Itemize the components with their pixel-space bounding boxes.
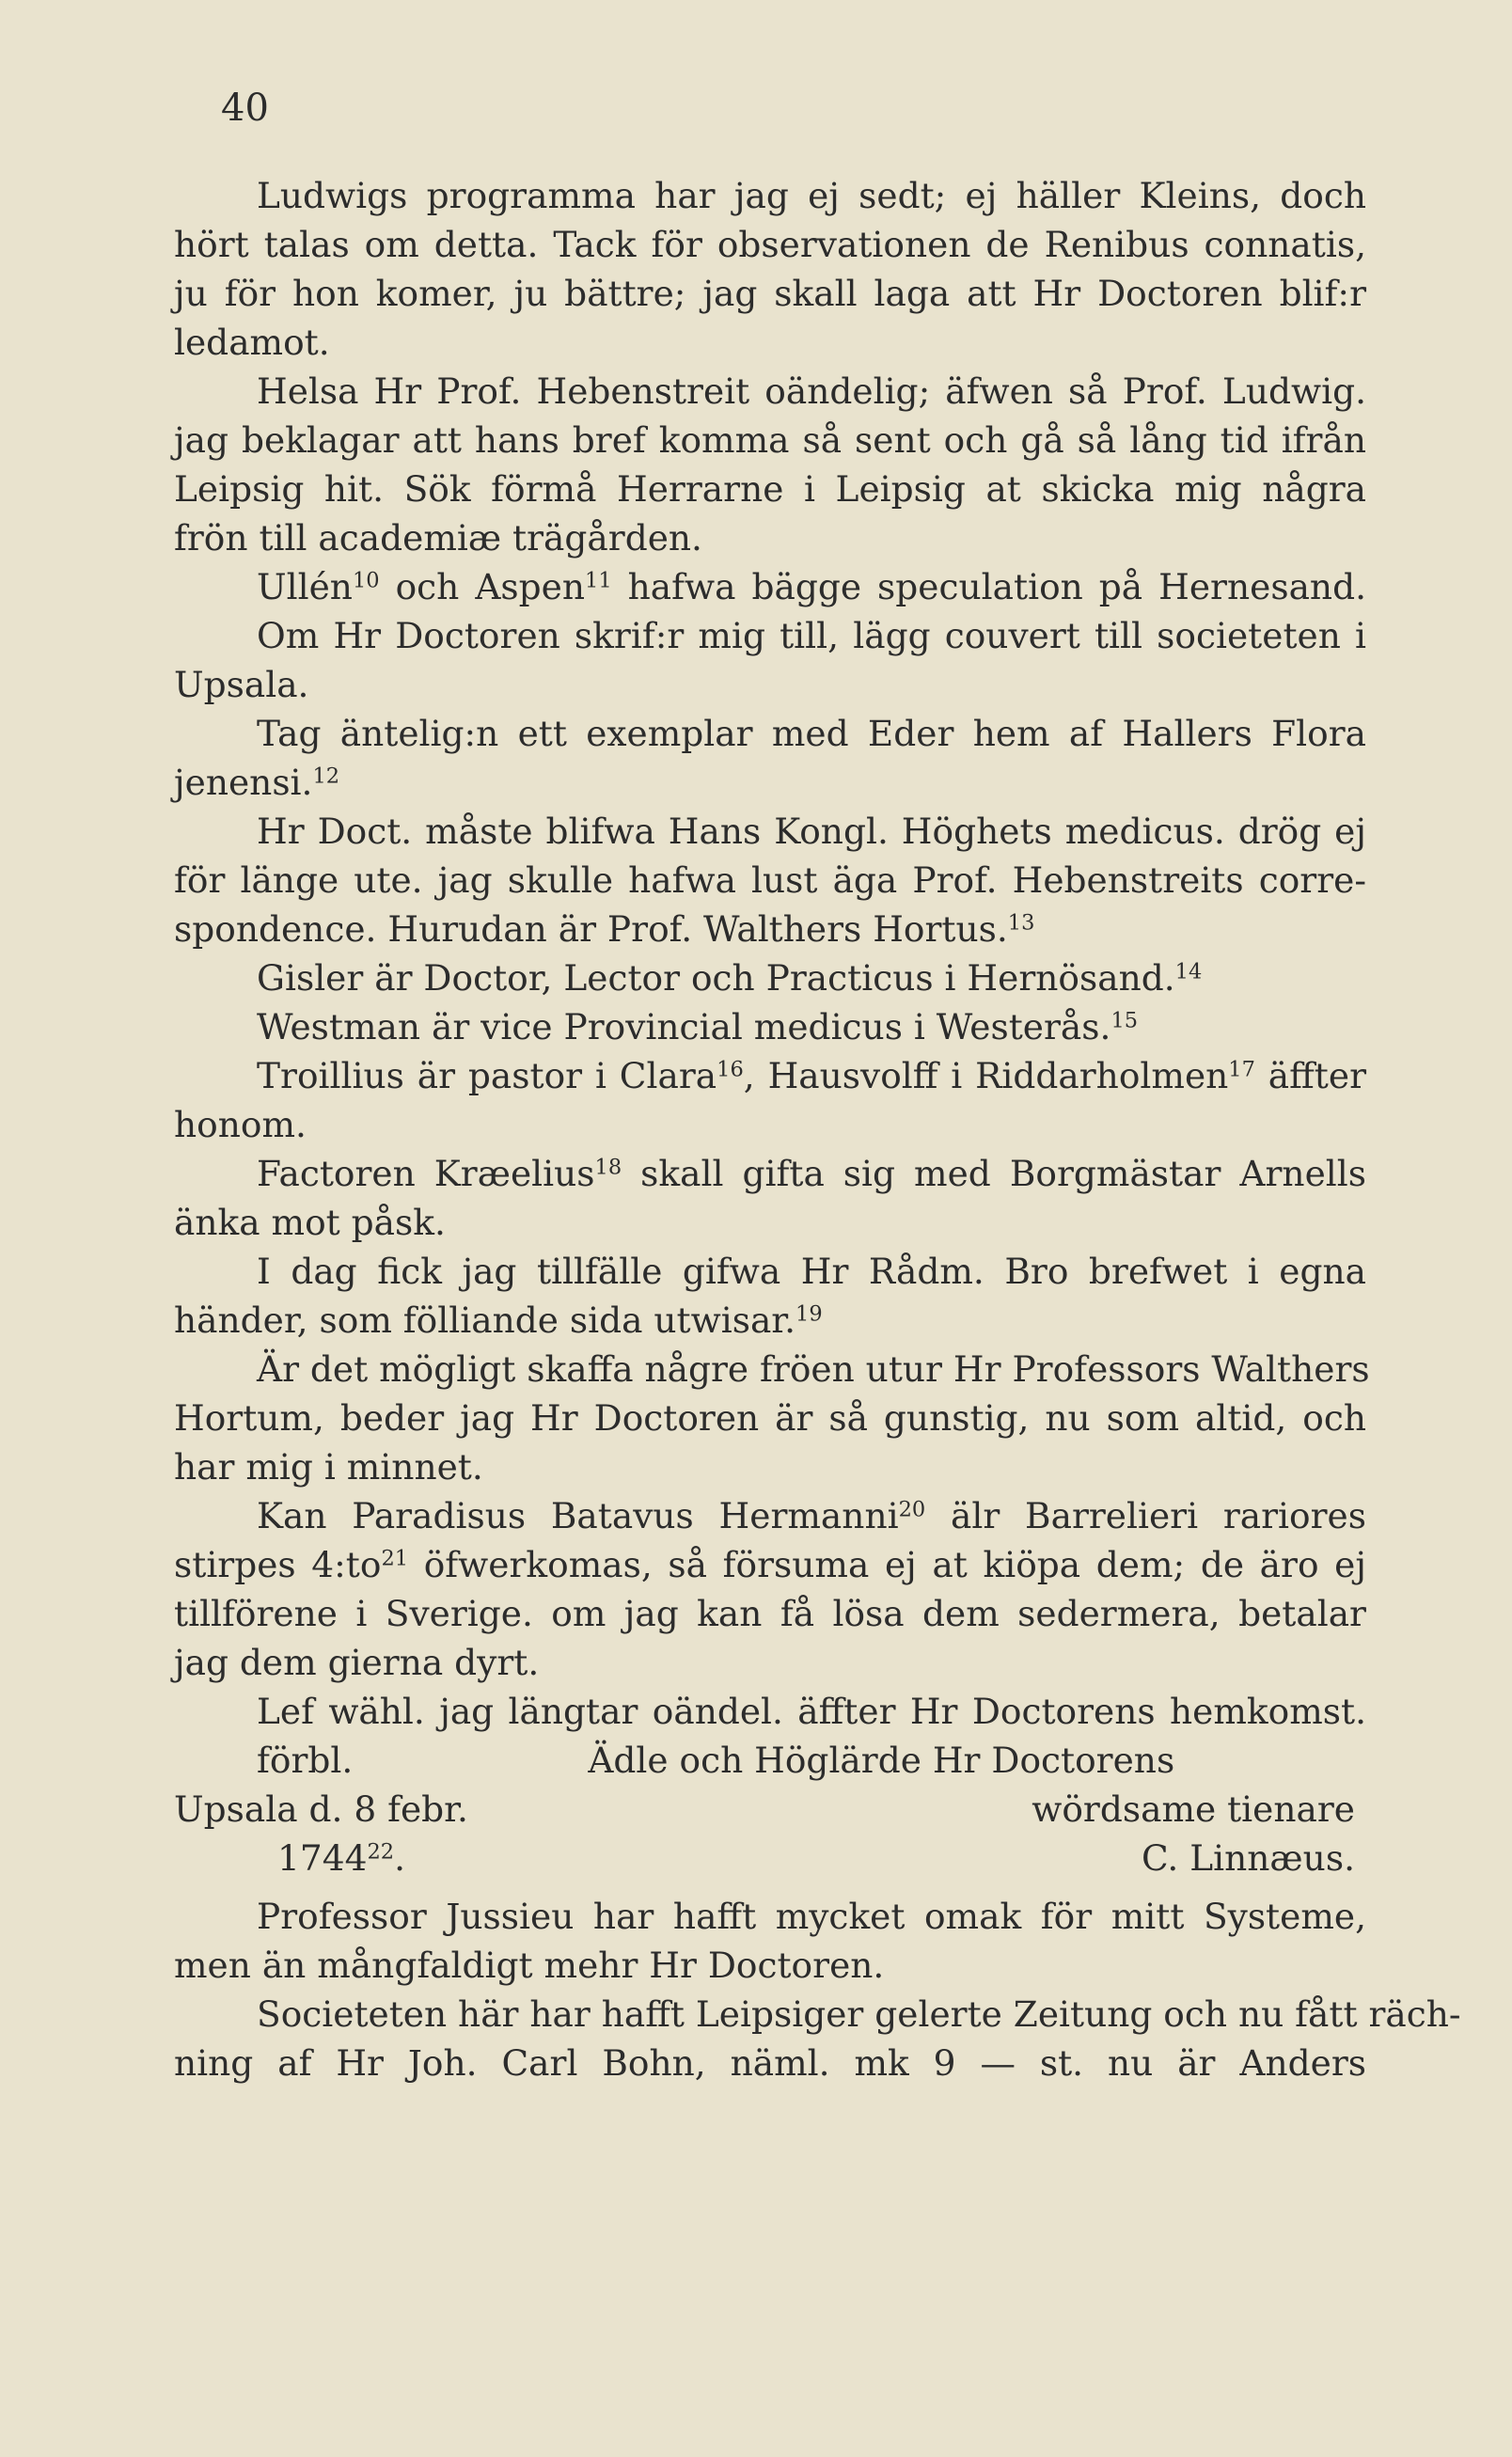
text-line: Helsa Hr Prof. Hebenstreit oändelig; äfwen så Prof. Ludwig. <box>257 370 1366 412</box>
text-line <box>174 1296 1366 1345</box>
text-run: Troillius är pastor i Clara <box>257 1055 717 1096</box>
text-line <box>174 1051 1366 1100</box>
footnote-ref: 14 <box>1174 959 1203 984</box>
text-run: Ullén <box>257 566 353 607</box>
text-line <box>174 758 1366 807</box>
text-line: ning af Hr Joh. Carl Bohn, näml. mk 9 — st. nu är Anders <box>174 2042 1366 2084</box>
text-line: för länge ute. jag skulle hafwa lust äga Prof. Hebenstreits corre- <box>174 859 1366 901</box>
footnote-ref: 15 <box>1110 1008 1139 1033</box>
text-run: Westman är vice Provincial medicus i Westerås. <box>257 1006 1111 1047</box>
text-line: Upsala. <box>174 664 309 705</box>
text-line: Är det mögligt skaffa någre fröen utur Hr Professors Walthers <box>257 1348 1370 1390</box>
spacer <box>174 1882 1366 1892</box>
text-line: Ludwigs programma har jag ej sedt; ej häller Kleins, doch <box>257 175 1366 216</box>
footnote-ref: 12 <box>312 764 340 789</box>
year <box>174 1834 405 1882</box>
signature-row <box>174 1834 1366 1882</box>
text-line: jag dem gierna dyrt. <box>174 1642 540 1683</box>
footnote-ref: 19 <box>795 1301 823 1327</box>
text-line: Societeten här har hafft Leipsiger gelerte Zeitung och nu fått räch- <box>257 1993 1461 2035</box>
footnote-ref: 11 <box>585 568 612 593</box>
text-line <box>174 905 1366 953</box>
text-line: Leipsig hit. Sök förmå Herrarne i Leipsig at skicka mig några <box>174 468 1366 510</box>
footnote-ref: 13 <box>1007 910 1035 936</box>
text-run: Kan Paradisus Batavus Hermanni <box>257 1495 899 1536</box>
text-line: ledamot. <box>174 322 330 363</box>
text-line <box>174 1540 1366 1589</box>
footnote-ref: 21 <box>381 1546 409 1571</box>
footnote-ref: 22 <box>367 1839 395 1865</box>
text-line: jag beklagar att hans bref komma så sent och gå så lång tid ifrån <box>174 419 1366 461</box>
text-line <box>174 1002 1366 1051</box>
text-run: Gisler är Doctor, Lector och Practicus i Hernösand. <box>257 957 1175 999</box>
text-run: , Hausvolff i Riddarholmen <box>743 1055 1229 1096</box>
text-run: skall gifta sig med Borgmästar Arnells <box>622 1153 1366 1194</box>
text-run: och Aspen <box>379 566 585 607</box>
text-line: hört talas om detta. Tack för observationen de Renibus connatis, <box>174 224 1366 265</box>
text-run: händer, som fölliande sida utwisar. <box>174 1299 796 1341</box>
letter-body <box>174 171 1461 2087</box>
signature-row <box>174 1785 1366 1834</box>
text-line: tillförene i Sverige. om jag kan få lösa dem sedermera, betalar <box>174 1593 1366 1634</box>
text-line: Lef wähl. jag längtar oändel. äffter Hr Doctorens hemkomst. <box>257 1691 1366 1732</box>
page-number: 40 <box>221 87 269 130</box>
footnote-ref: 16 <box>717 1057 744 1082</box>
text-run: 1744 <box>277 1837 368 1879</box>
text-line: Professor Jussieu har hafft mycket omak för mitt Systeme, <box>257 1896 1366 1937</box>
salutation: Ädle och Höglärde Hr Doctorens <box>588 1740 1175 1781</box>
footnote-ref: 17 <box>1228 1057 1255 1082</box>
text-line: änka mot påsk. <box>174 1202 446 1243</box>
signature: C. Linnæus. <box>1142 1837 1355 1879</box>
footnote-ref: 20 <box>898 1497 926 1522</box>
text-line: Hortum, beder jag Hr Doctoren är så gunstig, nu som altid, och <box>174 1397 1366 1439</box>
text-run: hafwa bägge speculation på Hernesand. <box>611 566 1367 607</box>
text-line: frön till academiæ trägården. <box>174 517 702 559</box>
text-line: men än mångfaldigt mehr Hr Doctoren. <box>174 1945 885 1986</box>
text-line: har mig i minnet. <box>174 1446 483 1488</box>
text-run: förbl. <box>257 1740 354 1781</box>
text-run: jenensi. <box>174 762 313 803</box>
text-run: . <box>394 1837 405 1879</box>
text-line <box>174 1491 1366 1540</box>
text-line <box>174 562 1366 611</box>
text-line: honom. <box>174 1104 307 1145</box>
text-run: spondence. Hurudan är Prof. Walthers Hortus. <box>174 908 1008 950</box>
text-run: älr Barrelieri rariores <box>925 1495 1366 1536</box>
footnote-ref: 18 <box>594 1155 622 1180</box>
text-line: Om Hr Doctoren skrif:r mig till, lägg couvert till societeten i <box>257 615 1366 656</box>
text-run: stirpes 4:to <box>174 1544 382 1585</box>
footnote-ref: 10 <box>352 568 380 593</box>
closing-phrase: wördsame tienare <box>1032 1788 1355 1830</box>
text-line <box>174 953 1366 1002</box>
text-run: äffter <box>1254 1055 1366 1096</box>
text-line: ju för hon komer, ju bättre; jag skall laga att Hr Doctoren blif:r <box>174 273 1366 314</box>
text-run: öfwerkomas, så försuma ej at kiöpa dem; de äro ej <box>408 1544 1366 1585</box>
place-date: Upsala d. 8 febr. <box>174 1788 468 1830</box>
closing-line <box>174 1736 1366 1785</box>
text-line: I dag fick jag tillfälle gifwa Hr Rådm. Bro brefwet i egna <box>257 1251 1366 1292</box>
text-line: Tag äntelig:n ett exemplar med Eder hem af Hallers Flora <box>257 713 1366 754</box>
text-run: Factoren Kræelius <box>257 1153 595 1194</box>
text-line <box>174 1149 1366 1198</box>
text-line: Hr Doct. måste blifwa Hans Kongl. Höghets medicus. drög ej <box>257 811 1366 852</box>
